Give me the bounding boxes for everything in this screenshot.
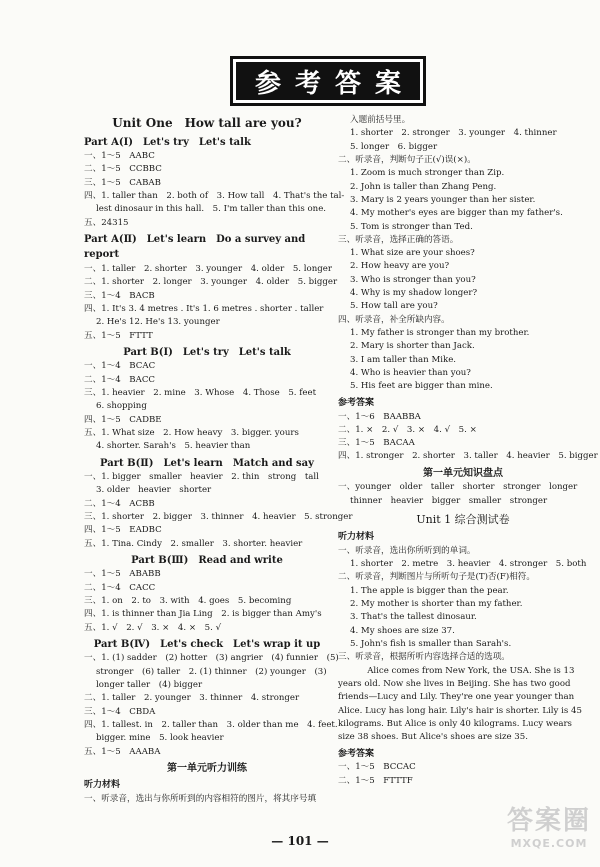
answer-line: 一、1～5 AABC xyxy=(84,151,155,162)
page-number: — 101 — xyxy=(271,834,329,848)
answer-line: 5. longer 6. bigger xyxy=(350,141,438,152)
answer-line: 二、1. × 2. √ 3. × 4. √ 5. × xyxy=(338,424,477,435)
answer-line: 1. My father is stronger than my brother. xyxy=(350,328,530,338)
answer-line: 一、听录音，选出你所听到的单词。 xyxy=(338,545,476,556)
answer-line: 四、1～5 EADBC xyxy=(84,525,162,536)
answer-line: 一、1～4 BCAC xyxy=(84,361,156,372)
answer-line: bigger. mine 5. look heavier xyxy=(96,733,224,744)
answer-line: 1. Zoom is much stronger than Zip. xyxy=(350,168,505,179)
answer-line: 三、1～5 BACAA xyxy=(338,438,415,449)
watermark xyxy=(504,800,594,856)
answer-line: 二、1～4 BACC xyxy=(84,374,155,385)
answer-line: 5. John's fish is smaller than Sarah's. xyxy=(350,639,512,650)
answer-line: 1. What size are your shoes? xyxy=(350,248,475,259)
part-heading: Part B(Ⅰ) Let's try Let's talk xyxy=(123,346,291,358)
answer-line: 四、1. tallest. in 2. taller than 3. older than me 4. feet. xyxy=(84,720,338,731)
watermark-url: MXQE.COM xyxy=(510,837,588,850)
section-title: 第一单元听力训练 xyxy=(167,762,247,774)
answer-line: 二、1～4 ACBB xyxy=(84,498,155,509)
answer-line: 一、1. (1) sadder (2) hotter (3) angrier (4) funnier (5) xyxy=(84,653,339,664)
answer-line: friends—Lucy and Lily. They're one year younger than xyxy=(338,692,575,703)
answer-line: 四、1. It's 3. 4 metres . It's 1. 6 metres . shorter . taller xyxy=(84,303,324,314)
part-heading: Part B(Ⅳ) Let's check Let's wrap it up xyxy=(93,638,321,650)
answer-line: 2. My mother is shorter than my father. xyxy=(350,599,523,610)
answer-line: 一、younger older taller shorter stronger longer xyxy=(338,482,578,493)
answer-line: years old. Now she lives in Beijing. She has two good xyxy=(338,678,571,689)
header-banner xyxy=(230,56,426,106)
section-heading: 听力材料 xyxy=(84,780,121,791)
answer-line: 2. Mary is shorter than Jack. xyxy=(350,341,475,352)
answer-line: 2. John is taller than Zhang Peng. xyxy=(350,181,497,192)
answer-line: 三、听录音，根据所听内容选择合适的选项。 xyxy=(338,652,510,663)
answer-line: 6. shopping xyxy=(96,401,147,412)
part-heading: Part A(Ⅱ) Let's learn Do a survey and report xyxy=(84,233,306,261)
answer-line: 3. I am taller than Mike. xyxy=(350,354,457,365)
answer-line: Alice. Lucy has long hair. Lily's hair is shorter. Lily is 45 xyxy=(338,705,582,716)
answer-line: 三、听录音，选择正确的答语。 xyxy=(338,234,459,245)
part-heading: Part B(Ⅱ) Let's learn Match and say xyxy=(100,457,314,469)
answer-line: 四、1. stronger 2. shorter 3. taller 4. heavier 5. bigger xyxy=(338,451,598,462)
answer-line: 3. Who is stronger than you? xyxy=(350,274,476,285)
section-title: 第一单元知识盘点 xyxy=(423,467,503,479)
answer-line: 二、1. shorter 2. longer 3. younger 4. older 5. bigger xyxy=(84,277,338,288)
section-heading: 参考答案 xyxy=(338,748,375,759)
answer-line: 入题前括号里。 xyxy=(350,115,411,125)
answer-line: 五、1～5 AAABA xyxy=(84,746,161,757)
answer-line: 五、1. √ 2. √ 3. × 4. × 5. √ xyxy=(84,622,222,633)
answer-line: 一、1～6 BAABBA xyxy=(338,411,421,422)
page-title: 参考答案 xyxy=(254,68,415,99)
answer-line: 3. That's the tallest dinosaur. xyxy=(350,612,477,623)
answer-line: 二、听录音，判断图片与所听句子是(T)否(F)相符。 xyxy=(338,572,535,583)
answer-line: thinner heavier bigger smaller stronger xyxy=(350,495,548,506)
answer-line: 3. older heavier shorter xyxy=(96,485,212,496)
answer-line: 三、1～4 BACB xyxy=(84,290,155,301)
answer-line: 1. The apple is bigger than the pear. xyxy=(350,585,509,596)
answer-line: 5. How tall are you? xyxy=(350,301,438,312)
answer-line: 三、1～4 CBDA xyxy=(84,706,156,717)
answer-line: 三、1～5 CABAB xyxy=(84,177,161,188)
part-heading: Part A(Ⅰ) Let's try Let's talk xyxy=(84,136,251,148)
answer-line: 一、1. taller 2. shorter 3. younger 4. older 5. longer xyxy=(84,263,332,274)
answer-line: kilograms. But Alice is only 40 kilograms. Lucy wears xyxy=(338,718,572,729)
answer-line: 3. Mary is 2 years younger than her sister. xyxy=(350,194,536,205)
answer-line: 四、1. taller than 2. both of 3. How tall 4. That's the tal- xyxy=(84,191,345,202)
answer-line: 1. shorter 2. stronger 3. younger 4. thinner xyxy=(350,128,557,139)
answer-line: 一、1～5 BCCAC xyxy=(338,762,416,773)
section-heading: 听力材料 xyxy=(338,531,375,542)
answer-line: 一、听录音，选出与你所听到的内容相符的图片，将其序号填 xyxy=(84,794,317,805)
answer-line: 2. He's 12. He's 13. younger xyxy=(96,317,220,328)
answer-line: 二、1. taller 2. younger 3. thinner 4. stronger xyxy=(84,693,300,704)
answer-line: longer taller (4) bigger xyxy=(96,680,203,691)
answer-line: 三、1. on 2. to 3. with 4. goes 5. becoming xyxy=(84,596,292,607)
answer-line: 五、24315 xyxy=(84,217,129,228)
answer-line: 一、1～5 ABABB xyxy=(84,569,161,580)
part-heading: Part B(Ⅲ) Read and write xyxy=(131,554,283,566)
answer-line: 4. Who is heavier than you? xyxy=(350,367,471,378)
unit-title: Unit One How tall are you? xyxy=(112,116,302,130)
answer-line: 四、1. is thinner than Jia Ling 2. is bigger than Amy's xyxy=(84,609,322,620)
answer-line: 三、1. shorter 2. bigger 3. thinner 4. heavier 5. stronger xyxy=(84,511,353,522)
answer-line: stronger (6) taller 2. (1) thinner (2) younger (3) xyxy=(96,666,327,677)
answer-line: 五、1. What size 2. How heavy 3. bigger. yours xyxy=(84,427,299,438)
unit-title: Unit 1 综合测试卷 xyxy=(416,512,510,526)
answer-line: size 38 shoes. But Alice's shoes are size 35. xyxy=(338,732,528,743)
watermark-logo: 答案圈 xyxy=(506,806,591,836)
answer-line: 五、1～5 FTTT xyxy=(84,330,153,341)
section-heading: 参考答案 xyxy=(338,397,375,408)
answer-line: 三、1. heavier 2. mine 3. Whose 4. Those 5. feet xyxy=(84,387,317,398)
answer-line: 5. His feet are bigger than mine. xyxy=(350,381,493,392)
answer-line: 一、1. bigger smaller heavier 2. thin strong tall xyxy=(84,472,319,483)
answer-line: lest dinosaur in this hall. 5. I'm taller than this one. xyxy=(96,204,327,215)
answer-line: 4. shorter. Sarah's 5. heavier than xyxy=(96,441,251,452)
answer-line: 4. Why is my shadow longer? xyxy=(350,288,478,299)
answer-line: 5. Tom is stronger than Ted. xyxy=(350,221,473,232)
answer-line: 二、1～5 CCBBC xyxy=(84,164,162,175)
answer-line: 四、1～5 CADBE xyxy=(84,414,162,425)
answer-line: 二、1～5 FTTTF xyxy=(338,775,413,786)
answer-line: 4. My shoes are size 37. xyxy=(350,625,455,636)
answer-line: 二、1～4 CACC xyxy=(84,582,156,593)
right-column xyxy=(338,114,598,788)
answer-line: 五、1. Tina. Cindy 2. smaller 3. shorter. heavier xyxy=(84,538,303,549)
answer-line: 1. shorter 2. metre 3. heavier 4. stronger 5. both xyxy=(350,559,587,570)
answer-line: 二、听录音，判断句子正(√)误(×)。 xyxy=(338,154,476,165)
answer-line: 4. My mother's eyes are bigger than my father's. xyxy=(350,208,563,219)
answer-line: Alice comes from New York, the USA. She is 13 xyxy=(350,665,575,676)
left-column xyxy=(84,114,353,807)
answer-line: 2. How heavy are you? xyxy=(350,261,450,272)
answer-line: 四、听录音，补全所缺内容。 xyxy=(338,314,450,325)
